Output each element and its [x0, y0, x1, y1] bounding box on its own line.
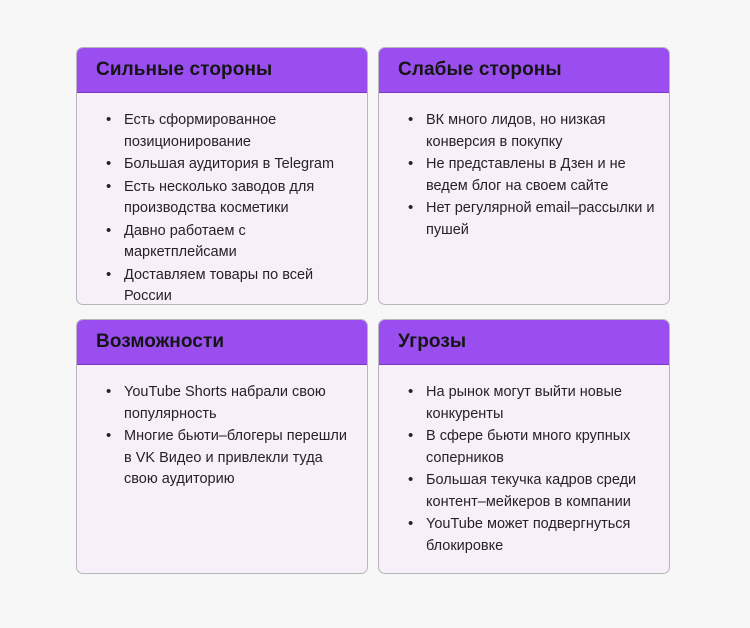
list-item: • Доставляем товары по всей России: [91, 265, 353, 306]
bullet-list-threats: [393, 382, 655, 557]
swot-card-threats: [378, 319, 670, 574]
list-item: • YouTube может подвергнуться блокировке: [393, 514, 655, 557]
card-title-weaknesses: Слабые стороны: [398, 58, 562, 80]
list-item: • Нет регулярной email–рассылки и пушей: [393, 198, 655, 241]
card-body-weaknesses: [379, 93, 669, 304]
list-item: • Есть несколько заводов для производства косметики: [91, 177, 353, 220]
card-body-strengths: [77, 93, 367, 305]
card-header-strengths: [77, 48, 367, 93]
list-item: • Давно работаем с маркетплейсами: [91, 221, 353, 264]
card-body-threats: [379, 365, 669, 573]
list-item: • На рынок могут выйти новые конкуренты: [393, 382, 655, 425]
list-item: • Большая текучка кадров среди контент–мейкеров в компании: [393, 470, 655, 513]
card-title-opportunities: Возможности: [96, 330, 225, 352]
list-item: • ВК много лидов, но низкая конверсия в покупку: [393, 110, 655, 153]
list-item: • В сфере бьюти много крупных соперников: [393, 426, 655, 469]
swot-card-strengths: [76, 47, 368, 305]
list-item: • YouTube Shorts набрали свою популярность: [91, 382, 353, 425]
card-title-threats: Угрозы: [398, 330, 467, 352]
list-item: • Не представлены в Дзен и не ведем блог на своем сайте: [393, 154, 655, 197]
card-header-threats: [379, 320, 669, 365]
bullet-list-opportunities: [91, 382, 353, 491]
swot-card-weaknesses: [378, 47, 670, 305]
bullet-list-weaknesses: [393, 110, 655, 241]
card-title-strengths: Сильные стороны: [96, 58, 273, 80]
swot-card-opportunities: [76, 319, 368, 574]
swot-matrix: [76, 47, 672, 574]
card-body-opportunities: [77, 365, 367, 573]
card-header-opportunities: [77, 320, 367, 365]
card-header-weaknesses: [379, 48, 669, 93]
list-item: • Есть сформированное позиционирование: [91, 110, 353, 153]
list-item: • Многие бьюти–блогеры перешли в VK Видео и привлекли туда свою аудиторию: [91, 426, 353, 491]
bullet-list-strengths: [91, 110, 353, 305]
list-item: • Большая аудитория в Telegram: [91, 154, 353, 176]
